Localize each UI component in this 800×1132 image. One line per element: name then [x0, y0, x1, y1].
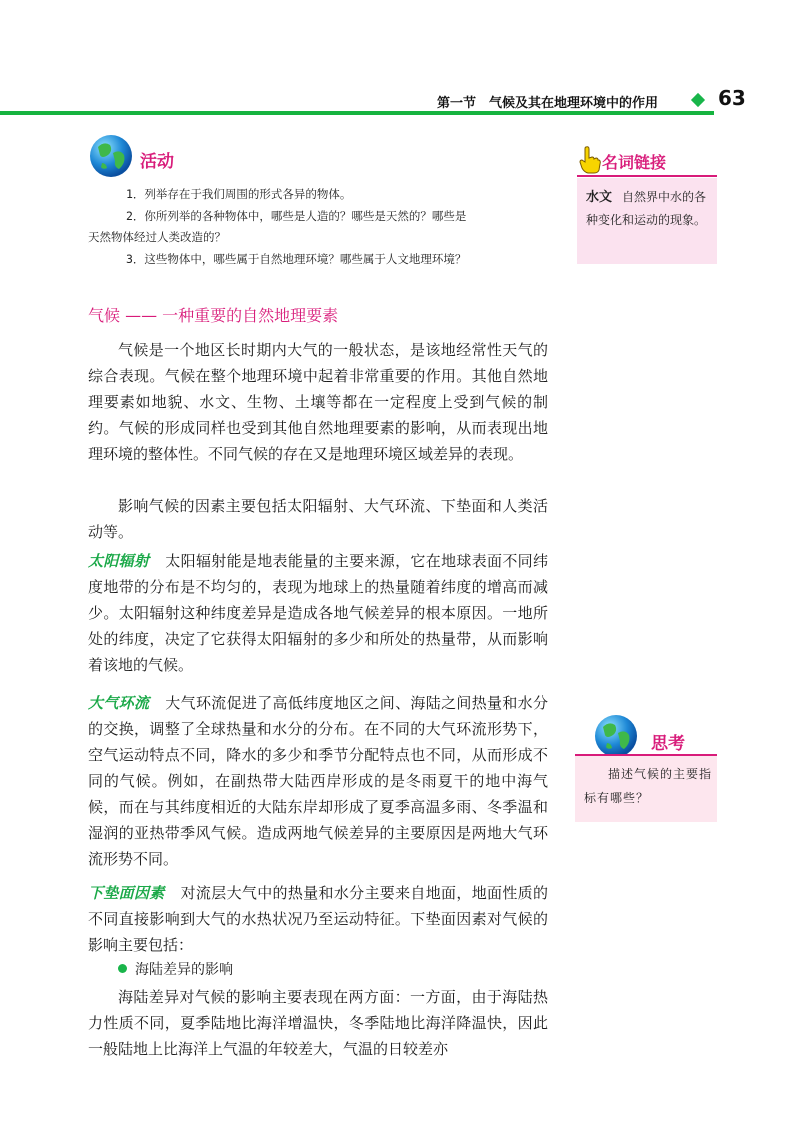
- paragraph-underlying-surface: [88, 880, 548, 958]
- activity-label: 活动: [140, 152, 174, 172]
- think-label: 思考: [651, 734, 685, 754]
- term-atmospheric-circulation: 大气环流: [88, 694, 150, 712]
- paragraph-atmospheric-circulation: [88, 690, 548, 872]
- term-underlying-surface: 下垫面因素: [88, 884, 165, 902]
- glossary-definition: 自然界中水的各种变化和运动的现象。: [586, 190, 707, 227]
- paragraph-land-sea: 海陆差异对气候的影响主要表现在两方面：一方面，由于海陆热力性质不同，夏季陆地比海洋增温快，冬季陆地比海洋降温快，因此一般陆地上比海洋上气温的年较差大，气温的日较差亦: [88, 988, 548, 1058]
- paragraph-climate-factors: 影响气候的因素主要包括太阳辐射、大气环流、下垫面和人类活动等。: [88, 497, 548, 541]
- globe-icon: [593, 713, 639, 759]
- activity-item-2-cont: 天然物体经过人类改造的？: [88, 230, 226, 244]
- term-solar-radiation: 太阳辐射: [88, 552, 150, 570]
- section-heading: 气候 —— 一种重要的自然地理要素: [88, 306, 339, 325]
- page-number: 63: [718, 86, 746, 110]
- bullet-text: 海陆差异的影响: [135, 962, 233, 978]
- section-title: 第一节 气候及其在地理环境中的作用: [437, 96, 659, 111]
- underlying-surface-text: 对流层大气中的热量和水分主要来自地面，地面性质的不同直接影响到大气的水热状况乃至运动特征。下垫面因素对气候的影响主要包括：: [88, 884, 548, 954]
- glossary-title: 名词链接: [602, 153, 667, 172]
- glossary-divider: [577, 175, 717, 177]
- activity-item-3: 3．这些物体中，哪些属于自然地理环境？哪些属于人文地理环境？: [126, 252, 467, 266]
- solar-radiation-text: 太阳辐射能是地表能量的主要来源，它在地球表面不同纬度地带的分布是不均匀的，表现为地球上的热量随着纬度的增高而减少。太阳辐射这种纬度差异是造成各地气候差异的根本原因。一地所处的纬度，决定了它获得太阳辐射的多少和所处的热量带，从而影响着该地的气候。: [88, 552, 548, 674]
- atmospheric-circulation-text: 大气环流促进了高低纬度地区之间、海陆之间热量和水分的交换，调整了全球热量和水分的分布。在不同的大气环流形势下，空气运动特点不同，降水的多少和季节分配特点也不同，从而形成不同的气候。例如，在副热带大陆西岸形成的是冬雨夏干的地中海气候，而在与其纬度相近的大陆东岸却形成了夏季高温多雨、冬季温和湿润的亚热带季风气候。造成两地气候差异的主要原因是两地大气环流形势不同。: [88, 694, 548, 868]
- pointing-hand-icon: [578, 145, 602, 175]
- bullet-dot-icon: [118, 964, 127, 973]
- activity-item-2: 2．你所列举的各种物体中，哪些是人造的？哪些是天然的？哪些是: [126, 209, 467, 223]
- paragraph-solar-radiation: [88, 548, 548, 678]
- header-rule: [0, 111, 714, 115]
- globe-icon: [88, 133, 134, 179]
- think-question: 描述气候的主要指标有哪些？: [584, 767, 713, 805]
- paragraph-climate-intro: 气候是一个地区长时期内大气的一般状态，是该地经常性天气的综合表现。气候在整个地理环境中起着非常重要的作用。其他自然地理要素如地貌、水文、生物、土壤等都在一定程度上受到气候的制约。气候的形成同样也受到其他自然地理要素的影响，从而表现出地理环境的整体性。不同气候的存在又是地理环境区域差异的表现。: [88, 341, 548, 463]
- glossary-term: 水文: [586, 190, 613, 205]
- glossary-content: [586, 186, 712, 232]
- bullet-item: [118, 959, 233, 979]
- activity-item-1: 1．列举存在于我们周围的形式各异的物体。: [126, 187, 352, 201]
- diamond-icon: [691, 93, 705, 107]
